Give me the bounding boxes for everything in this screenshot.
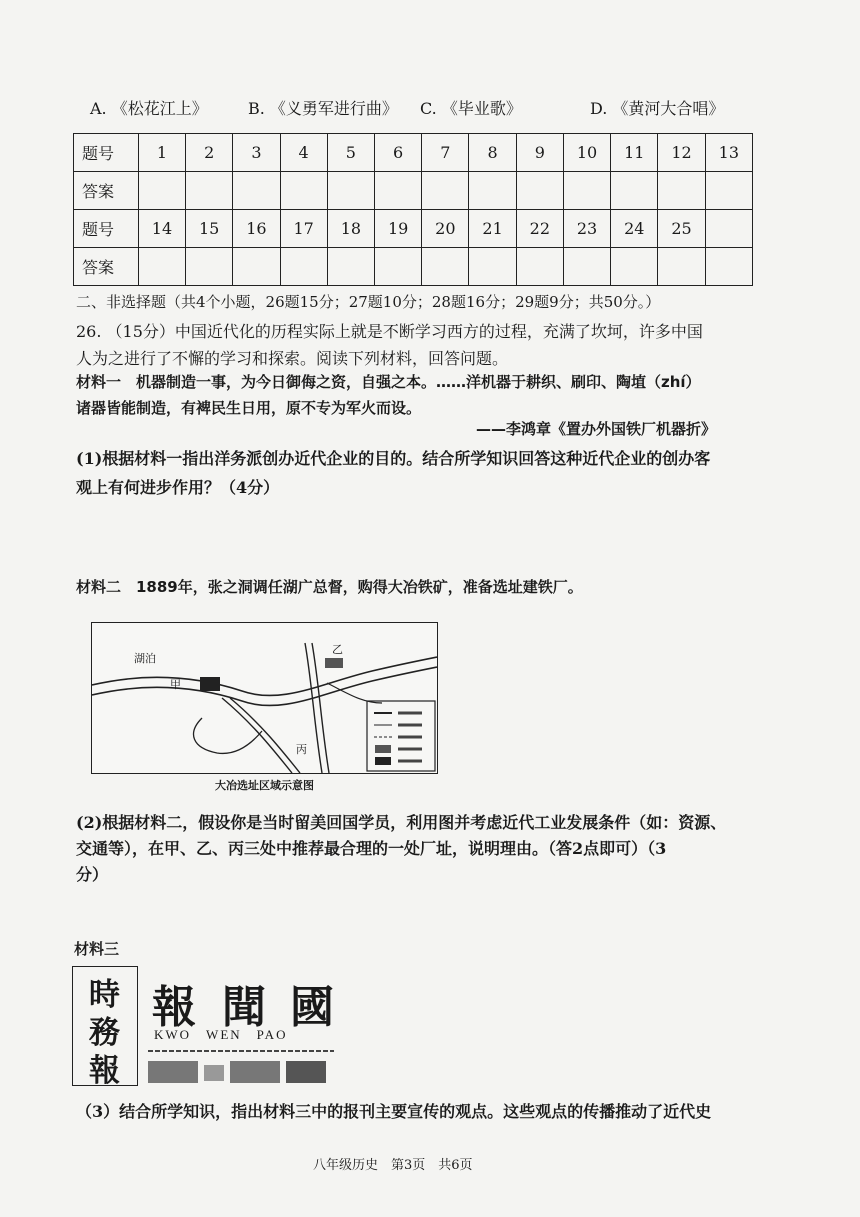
answer-cell[interactable] bbox=[375, 172, 422, 210]
table-cell: 10 bbox=[563, 134, 610, 172]
masthead-char: 時 bbox=[89, 977, 120, 1013]
map-drawing bbox=[92, 623, 437, 773]
table-cell: 9 bbox=[516, 134, 563, 172]
answer-cell[interactable] bbox=[611, 172, 658, 210]
answer-cell[interactable] bbox=[422, 172, 469, 210]
table-cell: 2 bbox=[186, 134, 233, 172]
table-row bbox=[74, 134, 753, 172]
table-cell: 7 bbox=[422, 134, 469, 172]
table-row bbox=[74, 210, 753, 248]
table-cell: 23 bbox=[563, 210, 610, 248]
question-26-text: 人为之进行了不懈的学习和探索。阅读下列材料，回答问题。 bbox=[76, 349, 509, 368]
shiwubao-masthead bbox=[72, 966, 138, 1089]
answer-cell[interactable] bbox=[422, 248, 469, 286]
answer-cell[interactable] bbox=[138, 172, 185, 210]
map-label-yi: 乙 bbox=[332, 643, 343, 656]
map-label-lake: 湖泊 bbox=[134, 652, 156, 665]
table-cell: 3 bbox=[233, 134, 280, 172]
material-1-source: ——李鸿章《置办外国铁厂机器折》 bbox=[476, 420, 717, 438]
answer-cell[interactable] bbox=[327, 172, 374, 210]
table-cell: 22 bbox=[516, 210, 563, 248]
masthead-romanization: KWO WEN PAO bbox=[154, 1027, 288, 1042]
answer-cell[interactable] bbox=[705, 172, 752, 210]
site-selection-map bbox=[91, 622, 438, 774]
masthead-char: 報 bbox=[89, 1053, 120, 1089]
section-heading: 二、非选择题（共4个小题，26题15分；27题10分；28题16分；29题9分；共50分。） bbox=[76, 293, 661, 311]
table-cell: 18 bbox=[327, 210, 374, 248]
table-cell: 1 bbox=[138, 134, 185, 172]
question-26-text: 26. （15分）中国近代化的历程实际上就是不断学习西方的过程，充满了坎坷，许多中国 bbox=[76, 322, 703, 341]
answer-cell[interactable] bbox=[233, 248, 280, 286]
table-cell: 14 bbox=[138, 210, 185, 248]
option-d: D. 《黄河大合唱》 bbox=[590, 99, 725, 118]
question-1-text: (1)根据材料一指出洋务派创办近代企业的目的。结合所学知识回答这种近代企业的创办客 bbox=[76, 449, 711, 468]
table-cell: 6 bbox=[375, 134, 422, 172]
question-2-text: 分） bbox=[76, 865, 109, 884]
question-3-text: （3）结合所学知识，指出材料三中的报刊主要宣传的观点。这些观点的传播推动了近代史 bbox=[76, 1102, 712, 1121]
answer-cell bbox=[705, 248, 752, 286]
answer-cell[interactable] bbox=[233, 172, 280, 210]
map-label-jia: 甲 bbox=[170, 678, 181, 691]
option-c: C. 《毕业歌》 bbox=[420, 99, 522, 118]
table-cell: 答案 bbox=[74, 172, 139, 210]
table-cell: 8 bbox=[469, 134, 516, 172]
answer-cell[interactable] bbox=[563, 248, 610, 286]
table-cell: 12 bbox=[658, 134, 705, 172]
masthead-char: 聞 bbox=[222, 982, 266, 1033]
masthead-char: 務 bbox=[89, 1015, 120, 1051]
answer-cell[interactable] bbox=[516, 172, 563, 210]
table-cell: 13 bbox=[705, 134, 752, 172]
table-cell: 20 bbox=[422, 210, 469, 248]
table-cell: 题号 bbox=[74, 134, 139, 172]
answer-cell[interactable] bbox=[563, 172, 610, 210]
answer-cell[interactable] bbox=[611, 248, 658, 286]
masthead-char: 國 bbox=[290, 982, 334, 1033]
answer-cell[interactable] bbox=[516, 248, 563, 286]
page-footer: 八年级历史 第3页 共6页 bbox=[313, 1158, 473, 1173]
table-cell: 21 bbox=[469, 210, 516, 248]
option-a: A. 《松花江上》 bbox=[90, 99, 208, 118]
table-cell: 19 bbox=[375, 210, 422, 248]
answer-cell[interactable] bbox=[186, 248, 233, 286]
material-2-text: 材料二 1889年，张之洞调任湖广总督，购得大冶铁矿，准备选址建铁厂。 bbox=[76, 578, 583, 596]
table-cell: 16 bbox=[233, 210, 280, 248]
table-cell bbox=[705, 210, 752, 248]
map-caption: 大冶选址区域示意图 bbox=[215, 779, 314, 792]
table-cell: 15 bbox=[186, 210, 233, 248]
material-3-label: 材料三 bbox=[74, 940, 120, 958]
answer-cell[interactable] bbox=[658, 248, 705, 286]
table-cell: 题号 bbox=[74, 210, 139, 248]
masthead-fineprint bbox=[144, 1045, 340, 1087]
material-1-text: 材料一 机器制造一事，为今日御侮之资，自强之本。……洋机器于耕织、刷印、陶埴（zhí） bbox=[76, 373, 701, 391]
option-b: B. 《义勇军进行曲》 bbox=[248, 99, 398, 118]
answer-cell[interactable] bbox=[375, 248, 422, 286]
answer-cell[interactable] bbox=[658, 172, 705, 210]
answer-cell[interactable] bbox=[186, 172, 233, 210]
table-cell: 17 bbox=[280, 210, 327, 248]
table-cell: 答案 bbox=[74, 248, 139, 286]
table-cell: 25 bbox=[658, 210, 705, 248]
table-row bbox=[74, 172, 753, 210]
newspaper-mastheads bbox=[72, 963, 340, 1088]
question-2-text: (2)根据材料二，假设你是当时留美回国学员，利用图并考虑近代工业发展条件（如：资源、 bbox=[76, 813, 727, 832]
table-cell: 24 bbox=[611, 210, 658, 248]
table-cell: 4 bbox=[280, 134, 327, 172]
answer-cell[interactable] bbox=[280, 172, 327, 210]
table-cell: 11 bbox=[611, 134, 658, 172]
answer-cell[interactable] bbox=[280, 248, 327, 286]
answer-cell[interactable] bbox=[138, 248, 185, 286]
material-1-text: 诸器皆能制造，有裨民生日用，原不专为军火而设。 bbox=[76, 399, 422, 417]
question-1-text: 观上有何进步作用？（4分） bbox=[76, 478, 280, 497]
answer-cell[interactable] bbox=[469, 248, 516, 286]
masthead-char: 報 bbox=[152, 982, 196, 1033]
table-row bbox=[74, 248, 753, 286]
answer-cell[interactable] bbox=[327, 248, 374, 286]
answer-table bbox=[73, 133, 753, 286]
table-cell: 5 bbox=[327, 134, 374, 172]
map-label-bing: 丙 bbox=[296, 743, 307, 756]
answer-cell[interactable] bbox=[469, 172, 516, 210]
question-2-text: 交通等），在甲、乙、丙三处中推荐最合理的一处厂址，说明理由。（答2点即可）（3 bbox=[76, 839, 667, 858]
